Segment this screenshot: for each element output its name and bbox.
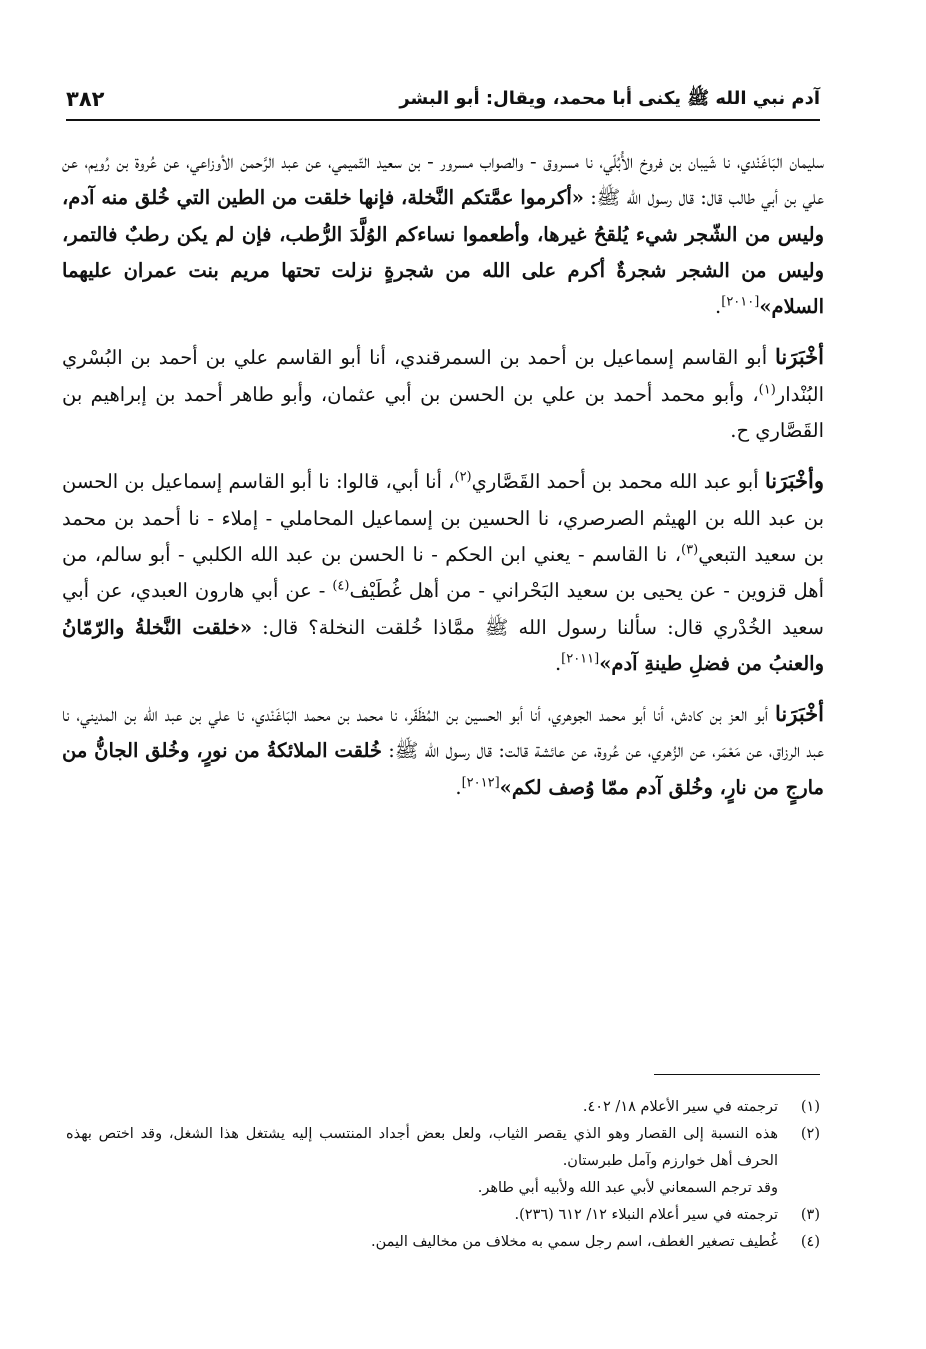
footnote-text: ترجمته في سير الأعلام ١٨/ ٤٠٢. — [582, 1099, 778, 1115]
narration-text: أبو العز بن كادش، أنا أبو محمد الجوهري، أنا أبو الحسين بن المُظَفّر، نا محمد بن محمد البَاغَنْدي، نا علي بن عبد الله بن المديني، نا عبد الرزاق، عن مَعْمَر، عن الزُهري، عن عُروة، عن عائشة قالت: قال رسول الله ﷺ: — [62, 703, 824, 763]
header-rule — [66, 119, 820, 121]
chain-lead-word: أخْبَرَنا — [775, 344, 824, 370]
footnote-number: (١) — [800, 1099, 820, 1115]
hadith-text: خُلقت الملائكةُ من نورٍ، وخُلق الجانُّ من مارجٍ من نارٍ، وخُلق آدم ممّا وُصف لكم» — [62, 739, 824, 799]
paragraph-2 — [62, 339, 824, 449]
paragraph-1 — [62, 144, 824, 325]
narration-text: أبو عبد الله محمد بن أحمد القَصَّاري — [471, 470, 765, 494]
narration-text: ، أنا أبي، قالوا: نا أبو القاسم إسماعيل بن الحسن بن عبد الله بن الهيثم الصرصري، نا الحسين بن إسماعيل المحاملي - إملاء - نا أحمد بن محمد بن سعيد التبعي — [62, 470, 824, 566]
footnote-number: (٢) — [800, 1126, 820, 1142]
footnotes — [66, 1094, 820, 1256]
paragraph-4 — [62, 696, 824, 806]
paragraph-3 — [62, 463, 824, 682]
hadith-text: «أكرموا عمَّتكم النَّخلة، فإنها خلقت من الطين التي خُلق منه آدم، وليس من الشّجر شيء يُلقحُ غيرها، وأطعموا نساءكم الوُلَّدَ الرُّطب، فإن لم يكن رطبٌ فالتمر، وليس من الشجر شجرةٌ أكرم على الله من شجرةٍ نزلت تحتها مريم بنت عمران عليهما السلام» — [62, 186, 824, 319]
footnote-marker: (٤) — [332, 578, 350, 594]
footnote-marker: (٢) — [454, 469, 472, 485]
footnote-marker: (٣) — [681, 542, 699, 558]
sentence-end: . — [455, 775, 462, 799]
footnote-4 — [66, 1229, 820, 1256]
hadith-number: [٢٠١٢] — [461, 775, 500, 791]
footnote-text: غُطيف تصغير الغطف، اسم رجل سمي به مخلاف من مخاليف اليمن. — [371, 1234, 778, 1250]
footnote-separator — [654, 1074, 820, 1075]
footnote-text: هذه النسبة إلى القصار وهو الذي يقصر الثياب، ولعل بعض أجداد المنتسب إليه يشتغل هذا الشغل، وقد اختص بهذه الحرف أهل خوارزم وآمل طبرستان. — [66, 1126, 778, 1169]
footnote-text: ترجمته في سير أعلام النبلاء ١٢/ ٦١٢ (٢٣٦). — [514, 1207, 778, 1223]
main-text — [62, 144, 824, 820]
narration-text: - عن أبي هارون العبدي، عن أبي سعيد الخُدْري قال: سألنا رسول الله ﷺ ممَّاذا خُلقت النخلة؟ قال: — [62, 579, 824, 639]
hadith-number: [٢٠١١] — [561, 651, 600, 667]
running-title: آدم نبي الله ﷺ يكنى أبا محمد، ويقال: أبو البشر — [399, 88, 820, 109]
narration-text: ، وأبو محمد أحمد بن علي بن الحسن بن أبي عثمان، وأبو طاهر أحمد بن إبراهيم بن القَصَّاري ح. — [62, 382, 824, 443]
chain-lead-word: أخْبَرَنا — [775, 701, 824, 727]
narration-text: أبو القاسم إسماعيل بن أحمد بن السمرقندي، أنا أبو القاسم علي بن أحمد بن البُسْري البُنْدار — [62, 346, 824, 406]
narration-text: ، نا القاسم - يعني ابن الحكم - نا الحسن بن عبد الله الكلبي - أبو سالم، من أهل قزوين - عن يحيى بن سعيد البَحْراني - من أهل غُطَيْف — [62, 542, 824, 603]
sentence-end: . — [715, 295, 722, 319]
footnote-marker: (١) — [758, 382, 776, 398]
footnote-2-continuation: وقد ترجم السمعاني لأبي عبد الله ولأبيه أبي طاهر. — [477, 1180, 778, 1196]
narration-text: سليمان البَاغَنْدي، نا شَيبان بن فروخ الأُبُلّي، نا مسروق - والصواب مسرور - بن سعيد التّميمي، عن عبد الرَّحمن الأوزاعي، عن عُروة بن رُويم، عن علي بن أبي طالب قال: قال رسول الله ﷺ: — [62, 150, 824, 210]
footnote-3 — [66, 1202, 820, 1229]
sentence-end: . — [554, 651, 562, 675]
hadith-text: «خلقت النَّخلةُ والرّمّانُ والعنبُ من فضلِ طينةِ آدم» — [62, 615, 824, 675]
footnote-number: (٣) — [800, 1207, 820, 1223]
footnote-1 — [66, 1094, 820, 1121]
page-number: ٣٨٢ — [66, 87, 105, 111]
footnote-2 — [66, 1121, 820, 1175]
chain-lead-word: وأخْبَرَنا — [764, 468, 824, 494]
footnote-number: (٤) — [800, 1234, 820, 1250]
running-header — [66, 82, 820, 116]
hadith-number: [٢٠١٠] — [721, 294, 760, 310]
